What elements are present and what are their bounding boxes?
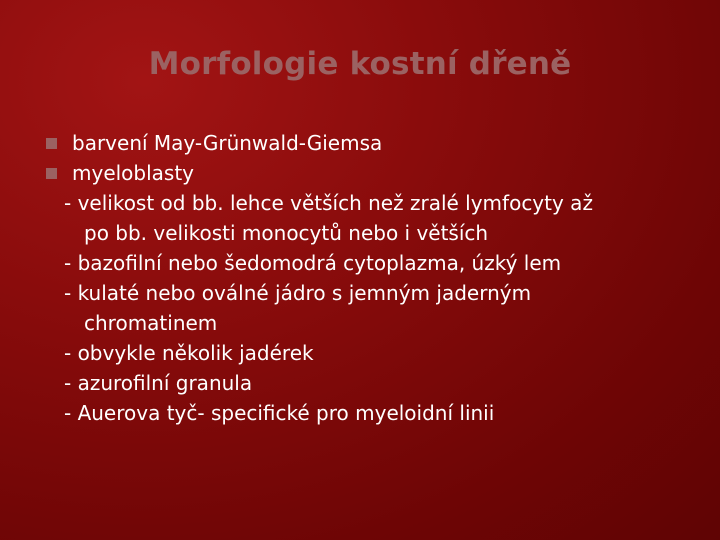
- detail-line: - azurofilní granula: [64, 371, 253, 395]
- detail-line: - obvykle několik jadérek: [64, 341, 314, 365]
- detail-line: - bazofilní nebo šedomodrá cytoplazma, úzký lem: [64, 251, 562, 275]
- detail-line: - Auerova tyč- specifické pro myeloidní linii: [64, 401, 495, 425]
- square-bullet-icon: [46, 138, 57, 149]
- detail-line-continuation: chromatinem: [84, 311, 218, 335]
- slide-title: Morfologie kostní dřeně: [148, 46, 572, 82]
- detail-line: - kulaté nebo oválné jádro s jemným jaderným: [64, 281, 532, 305]
- bullet-item: [46, 128, 696, 158]
- slide-content: [46, 128, 696, 428]
- detail-line-continuation: po bb. velikosti monocytů nebo i větších: [84, 221, 489, 245]
- square-bullet-icon: [46, 168, 57, 179]
- detail-line: - velikost od bb. lehce větších než zralé lymfocyty až: [64, 191, 593, 215]
- bullet-item: [46, 158, 696, 188]
- bullet-text: barvení May-Grünwald-Giemsa: [72, 131, 383, 155]
- bullet-text: myeloblasty: [72, 161, 195, 185]
